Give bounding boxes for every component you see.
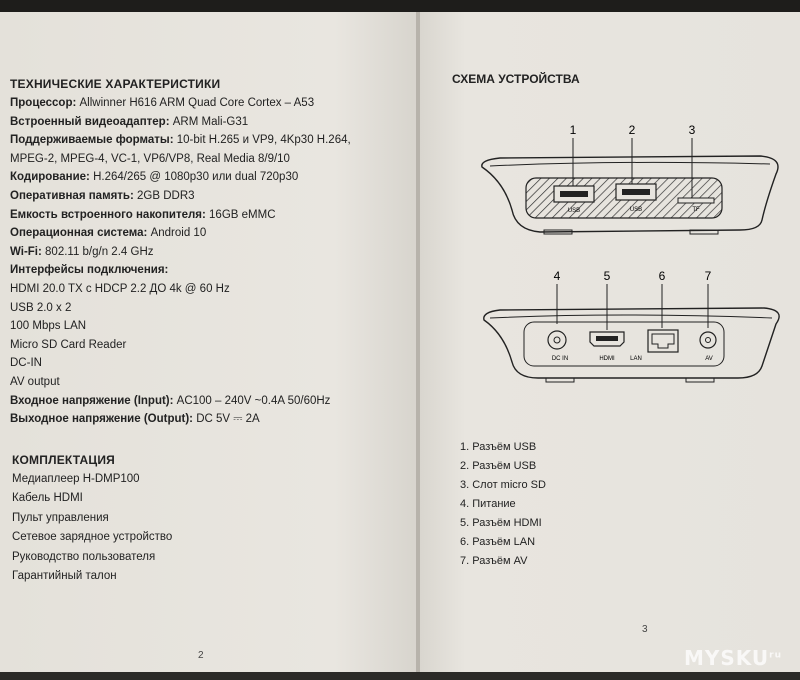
spec-row — [10, 243, 410, 262]
legend-item: 4. Питание — [460, 498, 516, 510]
callout-7: 7 — [704, 269, 712, 283]
av-label: AV — [705, 356, 713, 362]
callout-3: 3 — [688, 123, 696, 137]
spec-key: Операционная система: — [10, 227, 148, 240]
spec-key: Оперативная память: — [10, 189, 134, 202]
spec-value: 100 Mbps LAN — [10, 320, 87, 333]
spec-key: Поддерживаемые форматы: — [10, 134, 174, 147]
legend-item: 1. Разъём USB — [460, 441, 537, 453]
dc-in-port — [548, 331, 566, 349]
callout-6: 6 — [658, 269, 666, 283]
spec-value: DC 5V ⎓ 2A — [193, 413, 260, 426]
tf-label: TF — [692, 207, 700, 213]
spec-key: Процессор: — [10, 97, 77, 109]
spec-row — [10, 280, 410, 299]
lan-port-inner — [652, 334, 674, 348]
legend-item: 7. Разъём AV — [460, 555, 528, 567]
spec-value: 10-bit H.265 и VP9, 4Kp30 H.264, — [173, 134, 351, 147]
kit-section — [12, 450, 392, 586]
watermark-sup: ru — [769, 650, 782, 661]
legend-item: 2. Разъём USB — [460, 460, 537, 472]
callout-2: 2 — [628, 123, 636, 137]
spec-row — [10, 410, 410, 429]
device-edge-line — [490, 162, 770, 166]
kit-item: Пульт управления — [12, 511, 109, 524]
spec-key: Wi-Fi: — [10, 245, 42, 258]
spec-value: Android 10 — [147, 227, 207, 240]
spec-key: Выходное напряжение (Output): — [10, 413, 194, 426]
spec-value: Allwinner H616 ARM Quad Core Cortex – A53 — [76, 97, 315, 109]
specs-section — [10, 74, 410, 429]
callout-1: 1 — [569, 123, 577, 137]
spec-row — [10, 336, 410, 355]
av-port — [700, 332, 716, 348]
spec-row — [10, 187, 410, 206]
kit-item: Кабель HDMI — [12, 492, 83, 505]
legend-item: 3. Слот micro SD — [460, 479, 546, 491]
usb-port-2-tongue — [622, 189, 650, 195]
spec-row — [10, 168, 410, 187]
spec-value: USB 2.0 x 2 — [10, 301, 72, 314]
legend-item: 6. Разъём LAN — [460, 536, 536, 548]
spec-row — [10, 354, 410, 373]
spec-row — [10, 224, 410, 243]
specs-title: ТЕХНИЧЕСКИЕ ХАРАКТЕРИСТИКИ — [10, 77, 221, 91]
hdmi-label: HDMI — [599, 356, 615, 362]
spec-value: HDMI 20.0 TX с HDCP 2.2 ДО 4k @ 60 Hz — [10, 282, 230, 295]
usb-label-1: USB — [567, 208, 581, 214]
callout-5: 5 — [603, 269, 611, 283]
watermark-text: MYSKU — [683, 646, 770, 670]
spec-row — [10, 113, 410, 132]
spec-row — [10, 131, 410, 150]
lan-label: LAN — [630, 356, 642, 362]
kit-item: Руководство пользователя — [12, 550, 156, 563]
device-front-diagram — [420, 112, 800, 252]
spec-key: Входное напряжение (Input): — [10, 394, 174, 407]
spec-value: ARM Mali-G31 — [169, 115, 249, 128]
tf-slot — [678, 198, 714, 203]
kit-item: Гарантийный талон — [12, 570, 117, 583]
left-page — [0, 12, 418, 672]
spec-row — [10, 261, 410, 280]
diagram-title: СХЕМА УСТРОЙСТВА — [452, 72, 580, 86]
device-back-diagram — [420, 258, 800, 398]
spec-value: AC100 – 240V ~0.4A 50/60Hz — [173, 394, 331, 407]
spec-row — [10, 150, 410, 169]
spec-value: 16GB eMMC — [205, 208, 276, 221]
kit-list — [12, 470, 392, 586]
spec-key: Емкость встроенного накопителя: — [10, 208, 206, 221]
spec-key: Интерфейсы подключения: — [10, 264, 169, 277]
page-number-right: 3 — [642, 624, 648, 635]
kit-item: Сетевое зарядное устройство — [12, 531, 173, 544]
dc-in-label: DC IN — [551, 356, 569, 362]
kit-item: Медиаплеер H-DMP100 — [12, 473, 140, 485]
device-back-edge — [490, 315, 772, 318]
spec-value: MPEG-2, MPEG-4, VC-1, VP6/VP8, Real Media 8/9/10 — [10, 152, 290, 165]
right-page — [420, 12, 800, 672]
spec-value: 2GB DDR3 — [133, 189, 195, 202]
spec-row — [10, 392, 410, 411]
spec-row — [10, 206, 410, 225]
kit-title: КОМПЛЕКТАЦИЯ — [12, 453, 115, 467]
specs-list — [10, 94, 410, 429]
dc-in-pin — [554, 337, 560, 343]
spec-value: DC-IN — [10, 357, 42, 370]
av-pin — [706, 338, 711, 343]
spec-row — [10, 373, 410, 392]
watermark — [684, 646, 782, 670]
spec-key: Кодирование: — [10, 171, 90, 184]
spec-value: H.264/265 @ 1080p30 или dual 720p30 — [89, 171, 299, 184]
spec-row — [10, 94, 410, 113]
spec-row — [10, 317, 410, 336]
usb-label-2: USB — [629, 207, 643, 213]
legend-item: 5. Разъём HDMI — [460, 517, 542, 529]
spec-key: Встроенный видеоадаптер: — [10, 115, 170, 128]
spec-row — [10, 299, 410, 318]
device-body-back — [484, 308, 779, 378]
spec-value: AV output — [10, 375, 60, 388]
spec-value: Micro SD Card Reader — [10, 338, 127, 351]
usb-port-1-tongue — [560, 191, 588, 197]
callout-4: 4 — [553, 269, 561, 283]
legend-list — [460, 438, 760, 571]
spec-value: 802.11 b/g/n 2.4 GHz — [41, 245, 154, 258]
hdmi-port-inner — [596, 336, 618, 341]
page-number-left: 2 — [198, 650, 204, 661]
